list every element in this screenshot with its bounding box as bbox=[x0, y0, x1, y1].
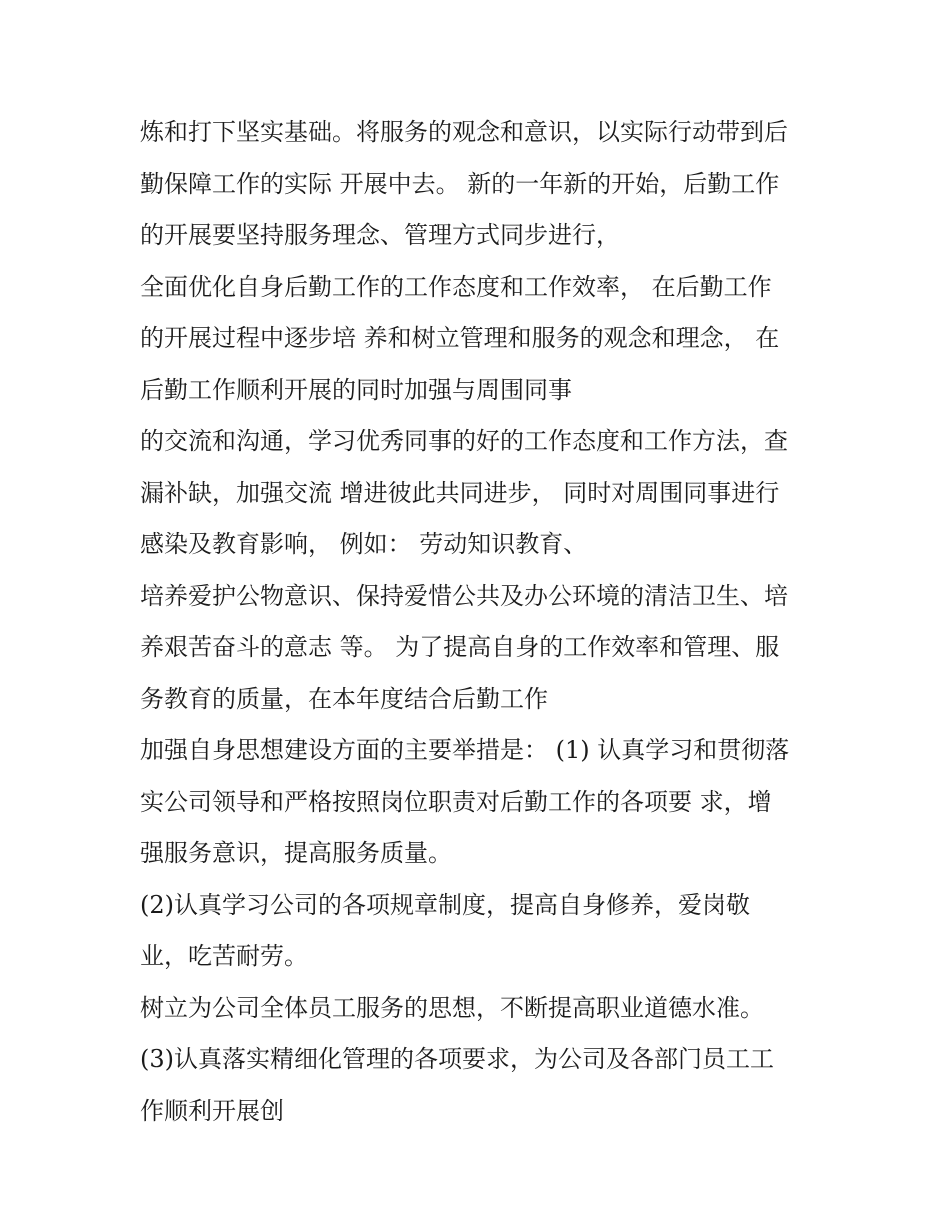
text-line: 培养爱护公物意识、保持爱惜公共及办公环境的清洁卫生、培 bbox=[140, 581, 788, 610]
text-line: 漏补缺，加强交流 增进彼此共同进步， 同时对周围同事进行 bbox=[140, 478, 780, 507]
text-line: 养艰苦奋斗的意志 等。 为了提高自身的工作效率和管理、服 bbox=[140, 633, 780, 661]
text-line: 感染及教育影响， 例如： 劳动知识教育、 bbox=[140, 530, 588, 558]
text-line: 的开展过程中逐步培 养和树立管理和服务的观念和理念， 在 bbox=[140, 324, 780, 352]
text-line: 实公司领导和严格按照岗位职责对后勤工作的各项要 求，增 bbox=[140, 787, 772, 816]
text-line: 加强自身思想建设方面的主要举措是： (1) 认真学习和贯彻落 bbox=[140, 736, 790, 764]
text-line: 树立为公司全体员工服务的思想，不断提高职业道德水准。 bbox=[140, 993, 764, 1022]
text-line: (2)认真学习公司的各项规章制度，提高自身修养，爱岗敬 bbox=[140, 890, 750, 919]
text-line: 勤保障工作的实际 开展中去。 新的一年新的开始，后勤工作 bbox=[140, 169, 780, 198]
text-line: 的开展要坚持服务理念、管理方式同步进行， bbox=[140, 221, 620, 249]
text-line: 炼和打下坚实基础。将服务的观念和意识，以实际行动带到后 bbox=[140, 118, 788, 146]
text-line: 的交流和沟通，学习优秀同事的好的工作态度和工作方法，查 bbox=[140, 427, 788, 455]
text-line: 务教育的质量，在本年度结合后勤工作 bbox=[140, 684, 548, 713]
text-line: 业，吃苦耐劳。 bbox=[140, 942, 308, 970]
text-line: (3)认真落实精细化管理的各项要求，为公司及各部门员工工 bbox=[140, 1045, 774, 1073]
text-line: 全面优化自身后勤工作的工作态度和工作效率， 在后勤工作 bbox=[140, 272, 772, 301]
text-line: 强服务意识，提高服务质量。 bbox=[140, 839, 452, 867]
document-body bbox=[140, 107, 830, 1137]
text-line: 后勤工作顺利开展的同时加强与周围同事 bbox=[140, 375, 572, 404]
text-line: 作顺利开展创 bbox=[140, 1096, 284, 1125]
